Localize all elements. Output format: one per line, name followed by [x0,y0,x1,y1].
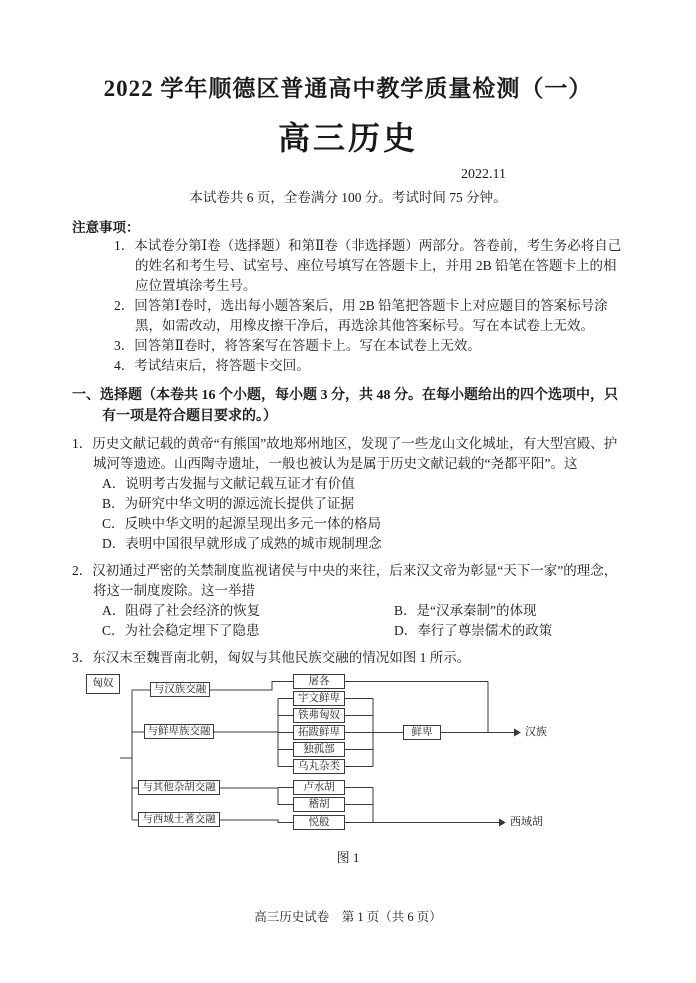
figure-node-jihu: 稽胡 [293,797,345,812]
figure-node-category-xianbei: 与鲜卑族交融 [144,724,214,739]
option-a: A．说明考古发掘与文献记载互证才有价值 [102,476,355,492]
question-2-options [72,601,624,641]
question-2 [72,561,624,641]
option-d: D．表明中国很早就形成了成熟的城市规制理念 [102,536,382,552]
figure-1-caption: 图 1 [336,849,360,865]
figure-node-hanzu: 汉族 [525,725,547,738]
option-c: C．反映中华文明的起源呈现出多元一体的格局 [102,516,382,532]
figure-node-category-han: 与汉族交融 [150,682,210,697]
figure-node-yueban: 悦般 [293,815,345,830]
figure-node-lushuihu: 卢水胡 [293,780,345,795]
notice-item: 1．本试卷分第Ⅰ卷（选择题）和第Ⅱ卷（非选择题）两部分。答卷前，考生务必将自己的姓名和考生号、试室号、座位号填写在答题卡上，并用 2B 铅笔在答题卡上的相应位置填涂考生号。 [114,238,622,293]
figure-node-tuobaxianbei: 拓跋鲜卑 [293,725,345,740]
question-2-stem: 2．汉初通过严密的关禁制度监视诸侯与中央的来往，后来汉文帝为彰显“天下一家”的理念，将这一制度废除。这一举措 [72,563,618,598]
question-1 [72,434,624,554]
figure-node-category-xiyu: 与西域土著交融 [138,812,220,827]
figure-node-tiefuxiongnu: 铁弗匈奴 [293,708,345,723]
option-a: A．阻碍了社会经济的恢复 [102,602,261,618]
figure-node-xianbei: 鲜卑 [403,725,441,740]
figure-node-tuge: 屠各 [293,674,345,689]
option-c: C．为社会稳定埋下了隐患 [102,622,260,638]
exam-date: 2022.11 [461,167,506,182]
option-b: B．是“汉承秦制”的体现 [394,602,537,618]
question-3 [72,648,624,668]
exam-meta-line: 本试卷共 6 页，全卷满分 100 分。考试时间 75 分钟。 [189,190,507,205]
page-footer: 高三历史试卷 第 1 页（共 6 页） [254,910,442,924]
figure-1-diagram [86,674,566,844]
question-1-stem: 1．历史文献记载的黄帝“有熊国”故地郑州地区，发现了一些龙山文化城址，有大型宫殿、护城河等遗迹。山西陶寺遗址，一般也被认为是属于历史文献记载的“尧都平阳”。这 [72,436,618,472]
option-d: D．奉行了尊崇儒术的政策 [394,622,553,638]
figure-node-wuwanzalei: 乌丸杂类 [293,759,345,774]
notice-item: 2．回答第Ⅰ卷时，选出每小题答案后，用 2B 铅笔把答题卡上对应题目的答案标号涂黑，如需改动，用橡皮擦干净后，再选涂其他答案标号。写在本试卷上无效。 [114,297,608,333]
figure-node-yuwenxianbei: 宇文鲜卑 [293,691,345,706]
exam-subject: 高三历史 [277,120,418,156]
question-3-stem: 3．东汉末至魏晋南北朝，匈奴与其他民族交融的情况如图 1 所示。 [72,649,471,665]
notice-label: 注意事项： [72,220,140,235]
notice-item: 4．考试结束后，将答题卡交回。 [114,357,310,373]
figure-node-xiyuhu: 西域胡 [510,815,543,828]
figure-node-xiongnu: 匈奴 [86,674,120,694]
question-1-options [72,474,624,554]
exam-title: 2022 学年顺德区普通高中教学质量检测（一） [103,76,593,101]
figure-node-dugubu: 独孤部 [293,742,345,757]
figure-node-category-zahu: 与其他杂胡交融 [138,780,220,795]
option-b: B．为研究中华文明的源远流长提供了证据 [102,496,355,512]
notice-item: 3．回答第Ⅱ卷时，将答案写在答题卡上。写在本试卷上无效。 [114,337,481,353]
section-heading: 一、选择题（本卷共 16 个小题，每小题 3 分，共 48 分。在每小题给出的四个选项中，只有一项是符合题目要求的。） [72,387,618,424]
